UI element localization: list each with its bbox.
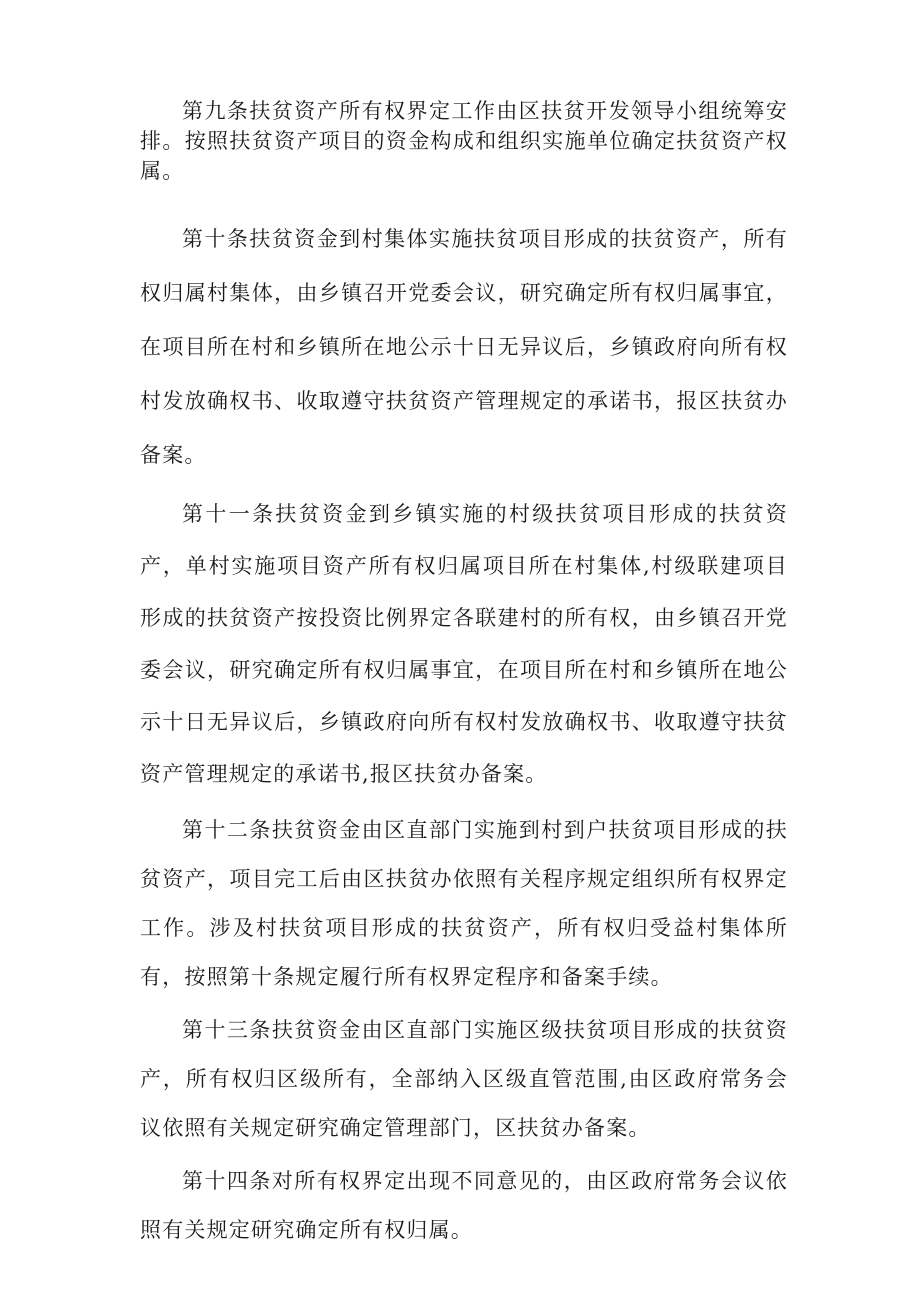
article-10-paragraph: 第十条扶贫资金到村集体实施扶贫项目形成的扶贫资产，所有权归属村集体，由乡镇召开党委会议，研究确定所有权归属事宜，在项目所在村和乡镇所在地公示十日无异议后，乡镇政府向所有权村发放确权书、收取遵守扶贫资产管理规定的承诺书，报区扶贫办备案。 [140,227,788,467]
article-11-paragraph: 第十一条扶贫资金到乡镇实施的村级扶贫项目形成的扶贫资产，单村实施项目资产所有权归属项目所在村集体,村级联建项目形成的扶贫资产按投资比例界定各联建村的所有权，由乡镇召开党委会议，研究确定所有权归属事宜，在项目所在村和乡镇所在地公示十日无异议后，乡镇政府向所有权村发放确权书、收取遵守扶贫资产管理规定的承诺书,报区扶贫办备案。 [140,502,788,786]
document-body [140,96,788,1255]
article-9-paragraph: 第九条扶贫资产所有权界定工作由区扶贫开发领导小组统筹安排。按照扶贫资产项目的资金构成和组织实施单位确定扶贫资产权属。 [140,99,788,183]
article-14-paragraph: 第十四条对所有权界定出现不同意见的，由区政府常务会议依照有关规定研究确定所有权归属。 [140,1169,788,1242]
article-13-paragraph: 第十三条扶贫资金由区直部门实施区级扶贫项目形成的扶贫资产，所有权归区级所有，全部纳入区级直管范围,由区政府常务会议依照有关规定研究确定管理部门，区扶贫办备案。 [140,1018,788,1140]
article-12-paragraph: 第十二条扶贫资金由区直部门实施到村到户扶贫项目形成的扶贫资产，项目完工后由区扶贫办依照有关程序规定组织所有权界定工作。涉及村扶贫项目形成的扶贫资产，所有权归受益村集体所有，按照第十条规定履行所有权界定程序和备案手续。 [140,818,788,989]
